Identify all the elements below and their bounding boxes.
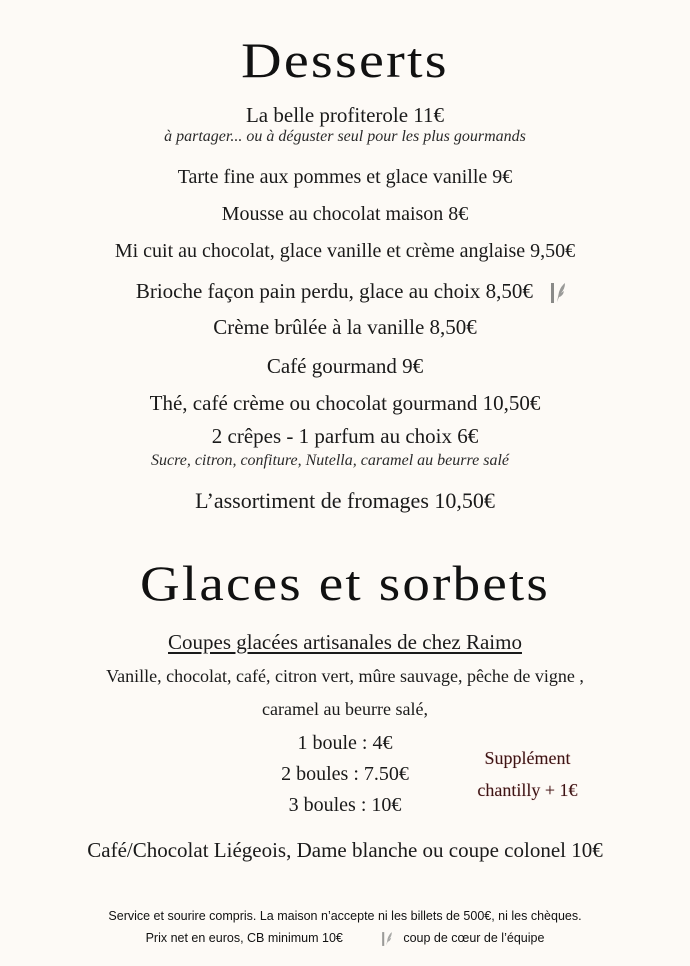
footer-legend-text: coup de cœur de l’équipe bbox=[403, 931, 545, 945]
wheat-leaf-icon bbox=[380, 930, 394, 948]
menu-item-tarte-fine: Tarte fine aux pommes et glace vanille 9€ bbox=[177, 166, 513, 188]
menu-item-profiterole: La belle profiterole 11€ bbox=[245, 103, 445, 127]
price-1-boule: 1 boule : 4€ bbox=[297, 732, 393, 754]
supplement-label: Supplément bbox=[484, 748, 571, 768]
section-title-glaces: Glaces et sorbets bbox=[139, 555, 551, 611]
wheat-leaf-icon bbox=[548, 280, 568, 306]
supplement-price: chantilly + 1€ bbox=[477, 780, 578, 800]
footer-payment-info: Prix net en euros, CB minimum 10€ bbox=[145, 931, 343, 945]
menu-item-brioche bbox=[0, 278, 690, 306]
supplement-chantilly bbox=[455, 742, 600, 806]
menu-item-fromages: L’assortiment de fromages 10,50€ bbox=[195, 488, 495, 513]
price-3-boules: 3 boules : 10€ bbox=[288, 794, 402, 816]
glaces-flavours-line-1: Vanille, chocolat, café, citron vert, mûre sauvage, pêche de vigne , bbox=[106, 666, 584, 686]
menu-item-brioche-label: Brioche façon pain perdu, glace au choix 8,50€ bbox=[135, 279, 533, 303]
glaces-subtitle-text: Coupes glacées artisanales de chez Raimo bbox=[168, 630, 522, 654]
menu-item-coupes: Café/Chocolat Liégeois, Dame blanche ou coupe colonel 10€ bbox=[87, 838, 603, 862]
section-title-desserts: Desserts bbox=[241, 32, 449, 88]
menu-item-creme-brulee: Crème brûlée à la vanille 8,50€ bbox=[213, 315, 477, 339]
glaces-subtitle bbox=[0, 629, 690, 655]
footer-line-2 bbox=[0, 928, 690, 948]
menu-item-mousse-chocolat: Mousse au chocolat maison 8€ bbox=[221, 203, 469, 225]
menu-item-cafe-gourmand: Café gourmand 9€ bbox=[266, 354, 424, 378]
menu-item-note-crepes: Sucre, citron, confiture, Nutella, caramel au beurre salé bbox=[150, 452, 509, 469]
menu-item-note-profiterole: à partager... ou à déguster seul pour les plus gourmands bbox=[164, 128, 526, 145]
menu-item-mi-cuit: Mi cuit au chocolat, glace vanille et crème anglaise 9,50€ bbox=[114, 240, 576, 262]
price-2-boules: 2 boules : 7.50€ bbox=[281, 763, 409, 785]
menu-item-the-cafe-chocolat: Thé, café crème ou chocolat gourmand 10,50€ bbox=[149, 391, 541, 415]
menu-item-crepes: 2 crêpes - 1 parfum au choix 6€ bbox=[211, 424, 479, 448]
glaces-price-list bbox=[250, 728, 440, 821]
footer-line-1: Service et sourire compris. La maison n’accepte ni les billets de 500€, ni les chèques. bbox=[108, 909, 582, 923]
glaces-flavours-line-2: caramel au beurre salé, bbox=[262, 699, 428, 719]
